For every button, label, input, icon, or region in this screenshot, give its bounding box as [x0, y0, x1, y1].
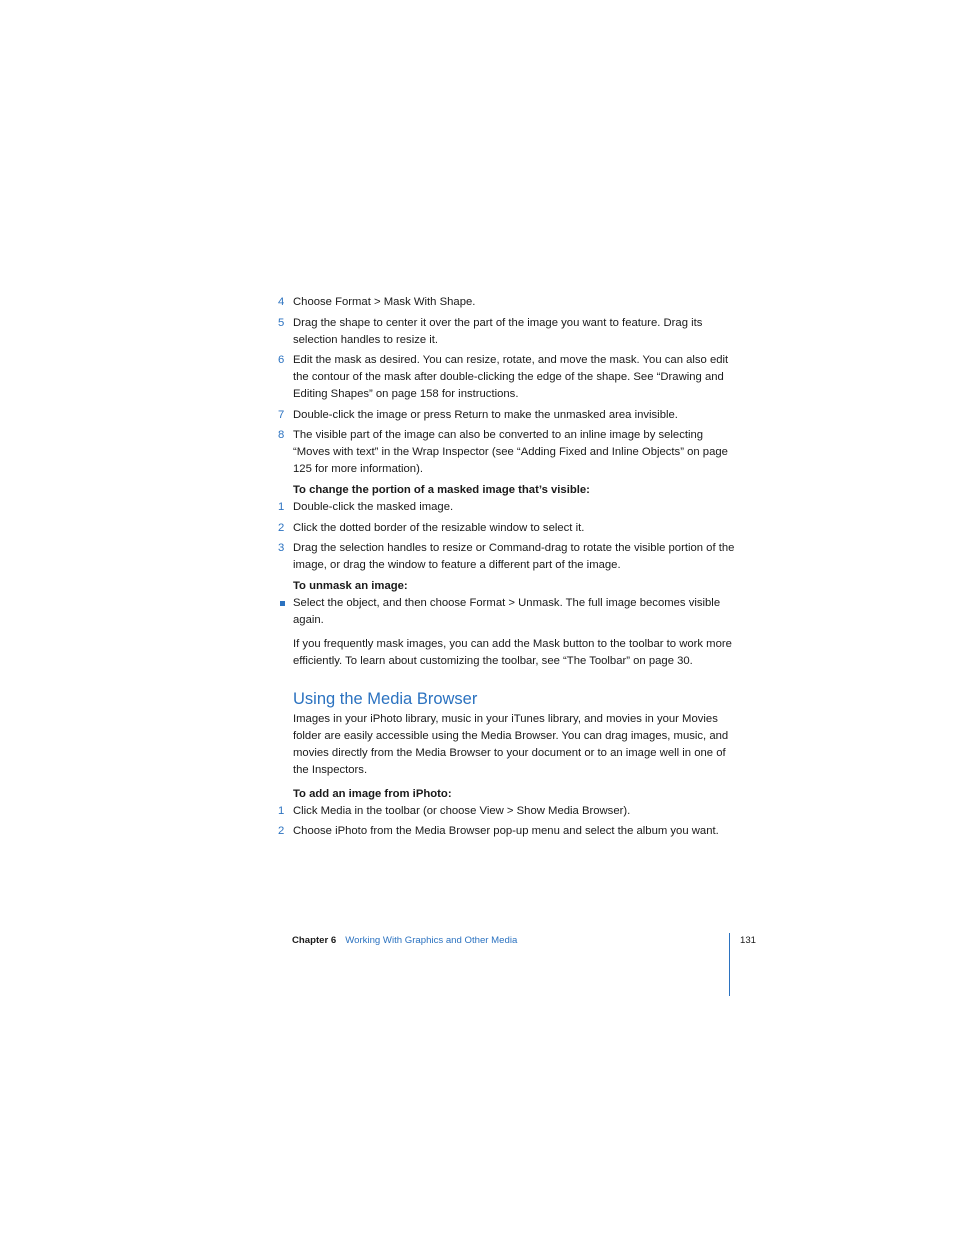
step-number: 1: [278, 804, 285, 817]
footer-chapter-title: Working With Graphics and Other Media: [345, 935, 518, 946]
step-number: 5: [278, 316, 285, 329]
step-text: Click Media in the toolbar (or choose View > Show Media Browser).: [293, 804, 631, 817]
step-number: 6: [278, 354, 285, 367]
bullet-item: [278, 595, 738, 629]
step-item: [278, 540, 738, 574]
step-item: [278, 427, 738, 478]
step-item: [278, 294, 738, 311]
step-text: Choose iPhoto from the Media Browser pop-up menu and select the album you want.: [293, 825, 719, 838]
step-item: [278, 315, 738, 349]
section-heading: Using the Media Browser: [293, 689, 478, 708]
step-item: [278, 803, 738, 820]
step-number: 2: [278, 825, 285, 838]
page-number: 131: [740, 935, 757, 946]
step-text: Choose Format > Mask With Shape.: [293, 296, 476, 308]
step-item: [278, 520, 738, 537]
step-text: Drag the selection handles to resize or Command-drag to rotate the visible portion of the image, or drag the window to feature a different part of the image.: [293, 542, 735, 572]
step-number: 8: [278, 429, 285, 442]
step-item: [278, 407, 738, 424]
step-number: 4: [278, 296, 285, 308]
step-text: Click the dotted border of the resizable window to select it.: [293, 521, 585, 534]
step-number: 2: [278, 521, 285, 534]
footer-divider: [729, 933, 730, 996]
page-content: [278, 294, 738, 844]
step-number: 1: [278, 500, 285, 513]
square-bullet-icon: [280, 601, 285, 606]
step-text: Double-click the masked image.: [293, 500, 454, 513]
bullet-text: Select the object, and then choose Format > Unmask. The full image becomes visible again.: [293, 596, 721, 626]
task-heading-unmask: To unmask an image:: [293, 579, 408, 592]
step-item: [278, 499, 738, 516]
step-text: The visible part of the image can also be converted to an inline image by selecting “Moves with text” in the Wrap Inspector (see “Adding Fixed and Inline Objects” on page 125 for more information).: [293, 429, 728, 476]
step-item: [278, 352, 738, 403]
step-text: Drag the shape to center it over the part of the image you want to feature. Drag its selection handles to resize it.: [293, 316, 703, 346]
footer-chapter-label: Chapter 6: [292, 935, 337, 946]
paragraph-toolbar-tip: If you frequently mask images, you can add the Mask button to the toolbar to work more efficiently. To learn about customizing the toolbar, see “The Toolbar” on page 30.: [293, 637, 732, 667]
task-heading-iphoto: To add an image from iPhoto:: [293, 787, 452, 800]
step-number: 3: [278, 542, 285, 555]
task-heading-change-visible: To change the portion of a masked image that’s visible:: [293, 483, 590, 496]
paragraph-media-browser: Images in your iPhoto library, music in your iTunes library, and movies in your Movies folder are easily accessible using the Media Browser. You can drag images, music, and movies directly from the Media Browser to your document or to an image well in one of the Inspectors.: [293, 712, 729, 776]
step-number: 7: [278, 408, 285, 421]
page-footer: [292, 934, 517, 947]
step-text: Double-click the image or press Return to make the unmasked area invisible.: [293, 408, 678, 421]
step-text: Edit the mask as desired. You can resize, rotate, and move the mask. You can also edit the contour of the mask after double-clicking the edge of the shape. See “Drawing and Editing Shapes” on page 158 for instructions.: [293, 354, 729, 401]
step-item: [278, 823, 738, 840]
